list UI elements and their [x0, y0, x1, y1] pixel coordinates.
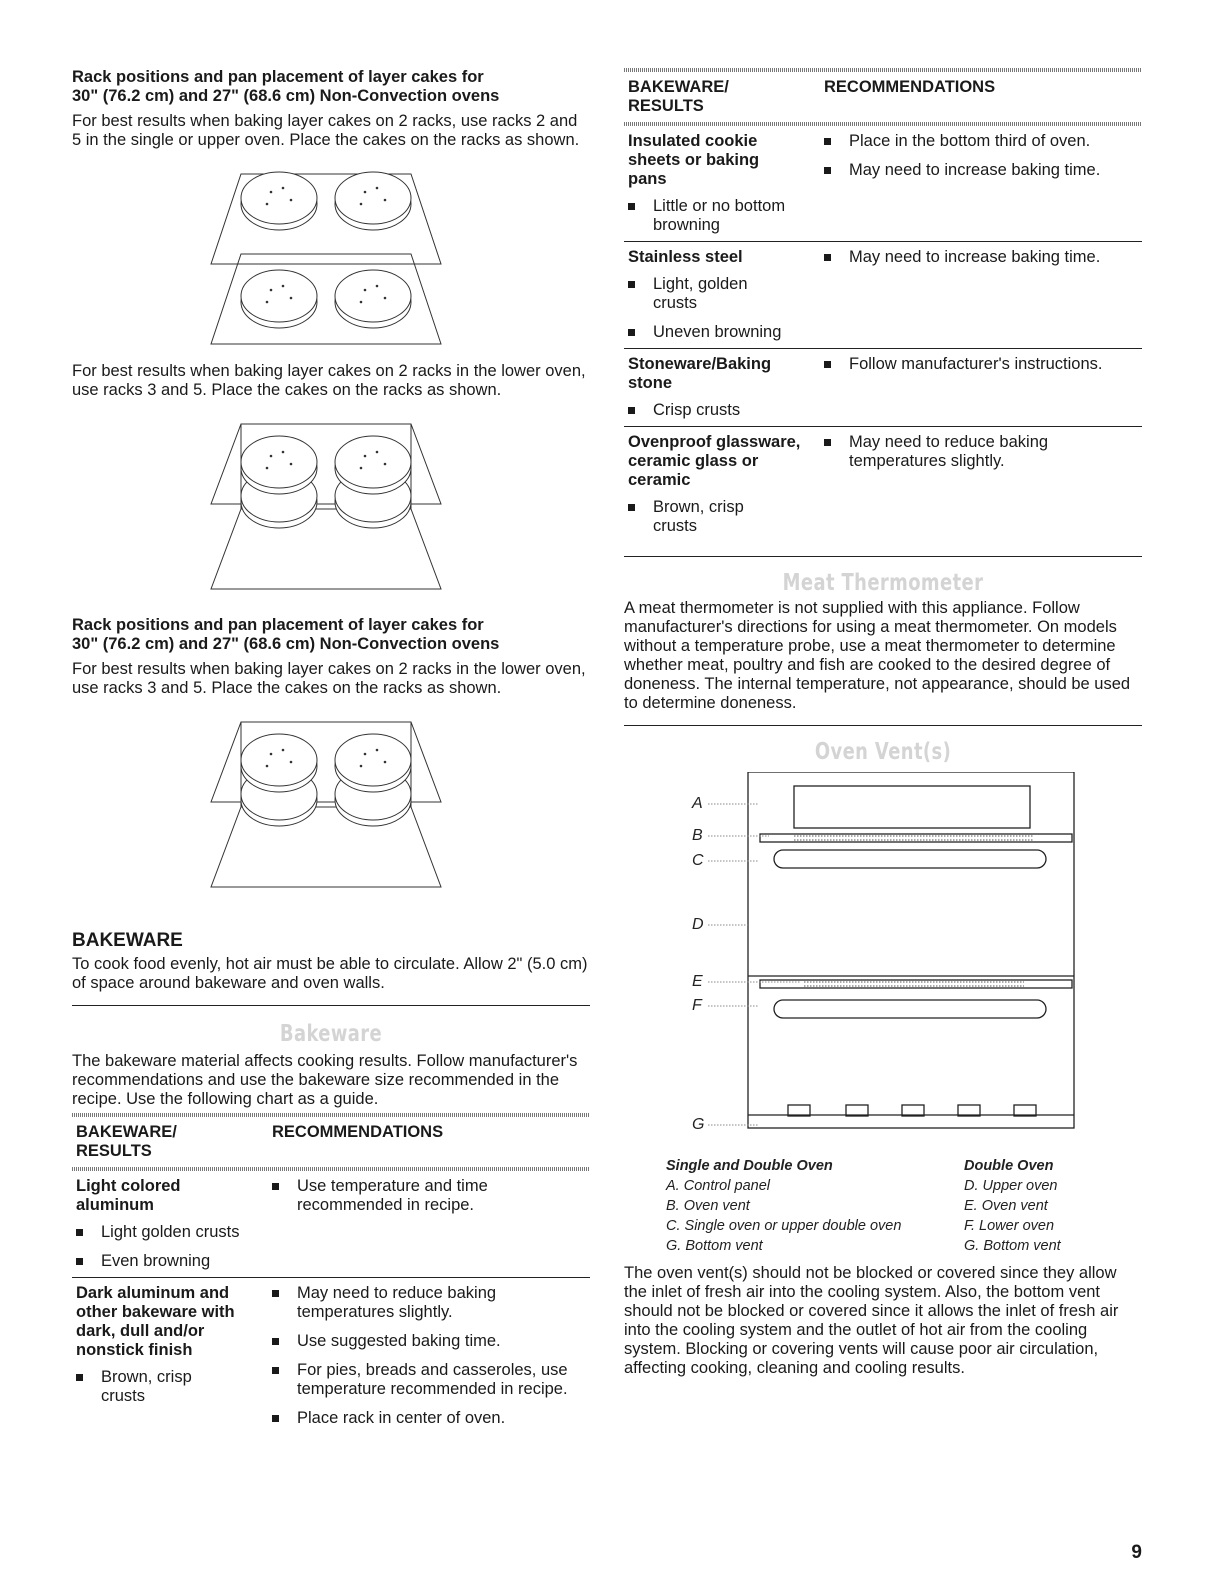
right-column [624, 68, 1142, 1378]
caption-item: E. Oven vent [964, 1198, 1048, 1214]
bakeware-intro: The bakeware material affects cooking results. Follow manufacturer's recommendations and use the bakeware size recommended in the recipe. Use the following chart as a guide. [72, 1052, 578, 1108]
page-number: 9 [1131, 1542, 1142, 1563]
rack-heading-2a: Rack positions and pan placement of layer cakes for [72, 616, 484, 634]
result-item: Uneven browning [653, 323, 782, 341]
rack-text-2: For best results when baking layer cakes on 2 racks in the lower oven, use racks 3 and 5. Place the cakes on the racks as shown. [72, 362, 586, 399]
result-item: Brown, crisp crusts [101, 1368, 192, 1405]
label-d: D [692, 916, 704, 933]
caption-left [666, 1156, 901, 1256]
material-name: Stainless steel [628, 248, 743, 266]
table-row [624, 126, 1142, 241]
oven-vents-title: Oven Vent(s) [814, 739, 952, 765]
material-name: Insulated cookie sheets or baking pans [628, 132, 760, 188]
rec-item: May need to reduce baking temperatures slightly. [849, 433, 1049, 470]
result-item: Even browning [101, 1252, 211, 1270]
bakeware-heading: BAKEWARE [72, 930, 183, 951]
rack-diagram-2 [201, 414, 461, 604]
caption-right-heading: Double Oven [964, 1158, 1054, 1174]
bullet-icon [824, 361, 831, 368]
bullet-icon [628, 203, 635, 210]
result-item: Crisp crusts [653, 401, 741, 419]
bakeware-table-left [72, 1113, 590, 1444]
table-row [72, 1171, 590, 1277]
bakeware-title: Bakeware [279, 1021, 383, 1047]
caption-item: F. Lower oven [964, 1218, 1055, 1234]
material-name: Ovenproof glassware, ceramic glass or ceramic [628, 433, 801, 489]
bullet-icon [824, 439, 831, 446]
rec-item: May need to reduce baking temperatures slightly. [297, 1284, 497, 1321]
left-column [72, 68, 590, 1444]
rack-text-3: For best results when baking layer cakes on 2 racks in the lower oven, use racks 3 and 5. Place the cakes on the racks as shown. [72, 660, 586, 697]
divider [72, 1005, 590, 1006]
material-name: Dark aluminum and other bakeware with dark, dull and/or nonstick finish [76, 1284, 235, 1359]
diagram-captions [624, 1156, 1142, 1256]
result-item: Brown, crisp crusts [653, 498, 744, 535]
label-f: F [692, 997, 702, 1014]
rec-item: Use suggested baking time. [297, 1332, 501, 1350]
divider [624, 725, 1142, 726]
oven-vent-text: The oven vent(s) should not be blocked or covered since they allow the inlet of fresh air into the cooling system. Also, the bottom vent should not be blocked or covered since it allows the inlet of fresh air into the cooling system and the outlet of hot air from the cooling system. Blocking or covering vents will cause poor air circulation, affecting cooking, cleaning and cooling results. [624, 1264, 1119, 1377]
rec-item: Follow manufacturer's instructions. [849, 355, 1103, 373]
table-row [624, 427, 1142, 542]
rack-heading-2b: 30" (76.2 cm) and 27" (68.6 cm) Non-Convection ovens [72, 635, 500, 653]
result-item: Little or no bottom browning [653, 197, 786, 234]
rec-item: Place rack in center of oven. [297, 1409, 506, 1427]
header-col1-line1: BAKEWARE/ [76, 1123, 177, 1141]
meat-thermometer-text: A meat thermometer is not supplied with this appliance. Follow manufacturer's directions for using a meat thermometer. On models without a temperature probe, use a meat thermometer to determine whether meat, poultry and fish are cooked to the desired degree of doneness. The internal temperature, not appearance, should be used to determine doneness. [624, 599, 1131, 712]
result-item: Light golden crusts [101, 1223, 240, 1241]
bullet-icon [272, 1290, 279, 1297]
header-col1-line2: RESULTS [628, 97, 704, 115]
bullet-icon [272, 1367, 279, 1374]
table-row [72, 1278, 590, 1444]
material-name: Light colored aluminum [76, 1177, 181, 1214]
result-item: Light, golden crusts [653, 275, 748, 312]
bullet-icon [272, 1415, 279, 1422]
label-b: B [692, 827, 703, 844]
header-col1-line2: RESULTS [76, 1142, 152, 1160]
header-col1-line1: BAKEWARE/ [628, 78, 729, 96]
caption-item: G. Bottom vent [964, 1238, 1061, 1254]
bullet-icon [628, 407, 635, 414]
label-e: E [692, 973, 703, 990]
material-name: Stoneware/Baking stone [628, 355, 772, 392]
header-col2: RECOMMENDATIONS [272, 1123, 444, 1141]
bullet-icon [76, 1258, 83, 1265]
bullet-icon [628, 504, 635, 511]
rec-item: For pies, breads and casseroles, use temperature recommended in recipe. [297, 1361, 568, 1398]
rec-item: May need to increase baking time. [849, 161, 1101, 179]
rec-item: Use temperature and time recommended in recipe. [297, 1177, 488, 1214]
caption-item: D. Upper oven [964, 1178, 1058, 1194]
caption-item: A. Control panel [666, 1178, 770, 1194]
bullet-icon [628, 281, 635, 288]
bakeware-text: To cook food evenly, hot air must be able to circulate. Allow 2" (5.0 cm) of space around bakeware and oven walls. [72, 955, 588, 992]
oven-diagram [624, 772, 1142, 1182]
bullet-icon [628, 329, 635, 336]
caption-right [964, 1156, 1061, 1256]
label-c: C [692, 852, 704, 869]
caption-item: C. Single oven or upper double oven [666, 1218, 902, 1234]
bullet-icon [76, 1229, 83, 1236]
bakeware-table-right [624, 68, 1142, 542]
rec-item: Place in the bottom third of oven. [849, 132, 1091, 150]
table-header [72, 1117, 590, 1167]
label-a: A [692, 795, 703, 812]
caption-item: B. Oven vent [666, 1198, 750, 1214]
table-row [624, 349, 1142, 426]
rack-heading-1a: Rack positions and pan placement of layer cakes for [72, 68, 484, 86]
rack-heading-1b: 30" (76.2 cm) and 27" (68.6 cm) Non-Convection ovens [72, 87, 500, 105]
bullet-icon [272, 1183, 279, 1190]
rec-item: May need to increase baking time. [849, 248, 1101, 266]
caption-item: G. Bottom vent [666, 1238, 763, 1254]
table-header [624, 72, 1142, 122]
bullet-icon [272, 1338, 279, 1345]
rack-diagram-1 [201, 164, 461, 354]
rack-diagram-3 [201, 712, 461, 902]
table-row [624, 242, 1142, 348]
bullet-icon [76, 1374, 83, 1381]
caption-left-heading: Single and Double Oven [666, 1158, 833, 1174]
bullet-icon [824, 254, 831, 261]
bullet-icon [824, 167, 831, 174]
meat-thermometer-title: Meat Thermometer [782, 570, 984, 596]
divider [624, 556, 1142, 557]
bullet-icon [824, 138, 831, 145]
label-g: G [692, 1116, 705, 1133]
rack-text-1: For best results when baking layer cakes on 2 racks, use racks 2 and 5 in the single or upper oven. Place the cakes on the racks as shown. [72, 112, 580, 149]
header-col2: RECOMMENDATIONS [824, 78, 996, 96]
